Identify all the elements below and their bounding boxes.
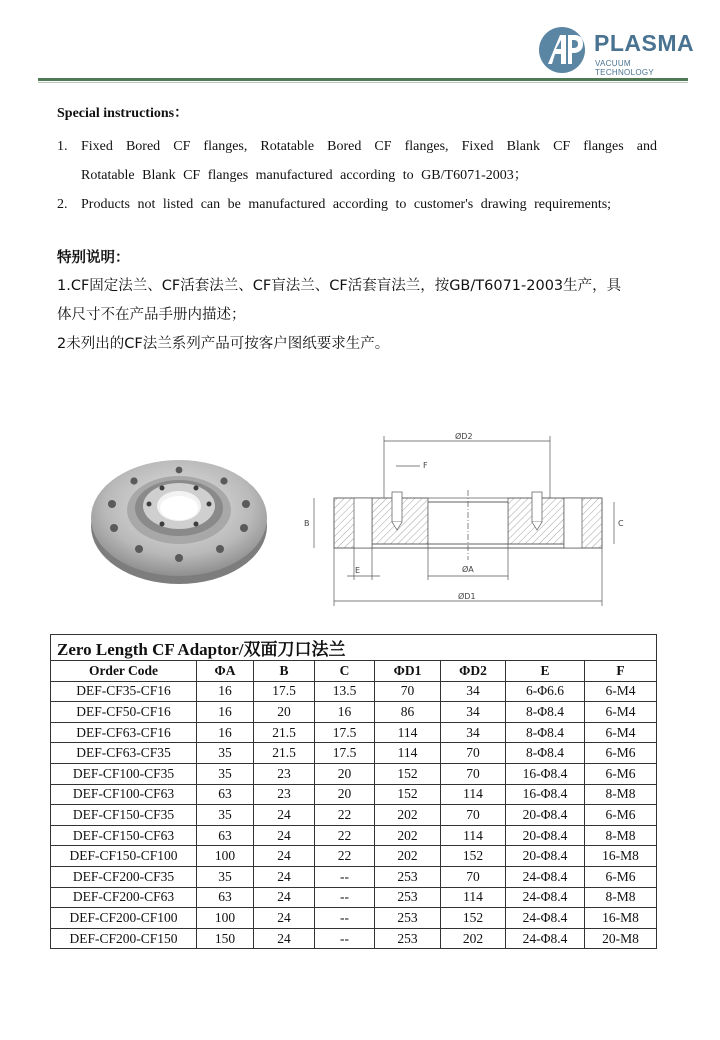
dim-e-label: E — [355, 566, 361, 575]
table-body — [51, 681, 657, 949]
table-cell: 86 — [375, 702, 441, 723]
dim-f-label: F — [423, 461, 428, 470]
table-cell: 114 — [375, 743, 441, 764]
dim-c-label: C — [618, 519, 624, 528]
table-cell: 24-Φ8.4 — [506, 928, 585, 949]
table-row — [51, 887, 657, 908]
table-cell: 8-Φ8.4 — [506, 743, 585, 764]
table-title: Zero Length CF Adaptor/双面刀口法兰 — [51, 635, 657, 661]
table-cell: 8-Φ8.4 — [506, 722, 585, 743]
special-instructions-en — [57, 104, 657, 219]
spec-table — [50, 634, 657, 949]
table-cell: 6-M6 — [585, 743, 657, 764]
table-cell: 202 — [375, 805, 441, 826]
table-cell: 24-Φ8.4 — [506, 887, 585, 908]
table-cell: DEF-CF150-CF100 — [51, 846, 197, 867]
table-cell: 16-M8 — [585, 846, 657, 867]
table-row — [51, 784, 657, 805]
table-cell: 24 — [254, 928, 315, 949]
table-cell: 20 — [315, 763, 375, 784]
table-cell: 24 — [254, 866, 315, 887]
table-cell: 6-Φ6.6 — [506, 681, 585, 702]
item-number: 2. — [57, 197, 68, 212]
table-cell: 20-Φ8.4 — [506, 846, 585, 867]
item-text-line: Rotatable Blank CF flanges manufactured according to GB/T6071-2003； — [81, 168, 528, 183]
dim-d1-label: ØD1 — [458, 592, 476, 601]
table-cell: 16 — [197, 722, 254, 743]
table-cell: 63 — [197, 887, 254, 908]
table-cell: DEF-CF200-CF63 — [51, 887, 197, 908]
table-cell: 152 — [375, 763, 441, 784]
table-cell: 34 — [441, 681, 506, 702]
table-cell: 24 — [254, 887, 315, 908]
table-cell: DEF-CF200-CF150 — [51, 928, 197, 949]
table-cell: 63 — [197, 825, 254, 846]
table-cell: DEF-CF63-CF35 — [51, 743, 197, 764]
table-cell: 20-Φ8.4 — [506, 805, 585, 826]
table-cell: 114 — [375, 722, 441, 743]
table-cell: 24-Φ8.4 — [506, 866, 585, 887]
table-row — [51, 908, 657, 929]
table-row — [51, 743, 657, 764]
table-cell: 24 — [254, 908, 315, 929]
table-cell: 17.5 — [315, 722, 375, 743]
table-cell: 35 — [197, 743, 254, 764]
header-divider-thin — [38, 82, 688, 83]
table-cell: 202 — [375, 825, 441, 846]
table-cell: 114 — [441, 887, 506, 908]
table-cell: 24 — [254, 805, 315, 826]
table-row — [51, 825, 657, 846]
table-cell: -- — [315, 866, 375, 887]
column-header: ΦD1 — [375, 661, 441, 682]
header-divider — [38, 78, 688, 81]
table-cell: 35 — [197, 805, 254, 826]
table-cell: 24 — [254, 846, 315, 867]
table-cell: DEF-CF200-CF35 — [51, 866, 197, 887]
table-cell: 114 — [441, 825, 506, 846]
item-text-line: Fixed Bored CF flanges, Rotatable Bored CF flanges, Fixed Blank CF flanges and — [81, 139, 657, 154]
table-cell: 6-M4 — [585, 702, 657, 723]
table-cell: 22 — [315, 825, 375, 846]
table-cell: 20 — [254, 702, 315, 723]
table-cell: 24 — [254, 825, 315, 846]
table-cell: 8-M8 — [585, 825, 657, 846]
column-header: F — [585, 661, 657, 682]
table-row — [51, 702, 657, 723]
column-header: ΦD2 — [441, 661, 506, 682]
item-text-line: Products not listed can be manufactured according to customer's drawing requirements; — [81, 197, 612, 212]
table-cell: 6-M6 — [585, 763, 657, 784]
instruction-item — [57, 132, 657, 161]
table-row — [51, 805, 657, 826]
table-cell: 23 — [254, 784, 315, 805]
table-row — [51, 722, 657, 743]
dim-a-label: ØA — [462, 565, 474, 574]
table-cell: 16-Φ8.4 — [506, 784, 585, 805]
table-cell: 22 — [315, 846, 375, 867]
table-cell: 6-M6 — [585, 866, 657, 887]
table-cell: DEF-CF200-CF100 — [51, 908, 197, 929]
table-cell: -- — [315, 887, 375, 908]
table-cell: 253 — [375, 908, 441, 929]
table-cell: 63 — [197, 784, 254, 805]
table-cell: 150 — [197, 928, 254, 949]
table-cell: 17.5 — [254, 681, 315, 702]
table-cell: 16 — [197, 702, 254, 723]
table-cell: 114 — [441, 784, 506, 805]
table-cell: 17.5 — [315, 743, 375, 764]
instructions-title-cn: 特别说明： — [57, 250, 130, 266]
table-row — [51, 928, 657, 949]
table-cell: 20-Φ8.4 — [506, 825, 585, 846]
table-cell: DEF-CF35-CF16 — [51, 681, 197, 702]
table-row — [51, 763, 657, 784]
table-cell: 20 — [315, 784, 375, 805]
logo-subtitle: VACUUM TECHNOLOGY — [595, 59, 655, 77]
table-cell: 253 — [375, 866, 441, 887]
column-header: C — [315, 661, 375, 682]
table-cell: DEF-CF150-CF63 — [51, 825, 197, 846]
table-cell: 16-Φ8.4 — [506, 763, 585, 784]
table-cell: DEF-CF63-CF16 — [51, 722, 197, 743]
table-cell: 8-M8 — [585, 784, 657, 805]
column-header: E — [506, 661, 585, 682]
table-cell: 23 — [254, 763, 315, 784]
flange-product-image — [84, 448, 274, 588]
table-cell: -- — [315, 908, 375, 929]
table-cell: 100 — [197, 846, 254, 867]
table-cell: 34 — [441, 702, 506, 723]
table-cell: 21.5 — [254, 722, 315, 743]
table-cell: 152 — [441, 846, 506, 867]
instructions-title: Special instructions： — [57, 106, 189, 121]
table-cell: 22 — [315, 805, 375, 826]
column-header: ΦA — [197, 661, 254, 682]
table-cell: 253 — [375, 928, 441, 949]
table-cell: -- — [315, 928, 375, 949]
logo-name: PLASMA — [594, 30, 695, 56]
instruction-line-cn: 1.CF固定法兰、CF活套法兰、CF盲法兰、CF活套盲法兰，按GB/T6071-2003生产，具 — [57, 278, 622, 294]
table-cell: DEF-CF50-CF16 — [51, 702, 197, 723]
table-cell: 70 — [375, 681, 441, 702]
table-cell: DEF-CF100-CF63 — [51, 784, 197, 805]
instruction-item-continued — [57, 161, 657, 190]
table-cell: 100 — [197, 908, 254, 929]
table-row — [51, 846, 657, 867]
table-cell: 70 — [441, 866, 506, 887]
table-cell: 35 — [197, 866, 254, 887]
plasma-logo-icon — [538, 26, 586, 74]
special-instructions-cn — [57, 244, 657, 359]
dim-b-label: B — [304, 519, 310, 528]
instruction-line-cn: 2未列出的CF法兰系列产品可按客户图纸要求生产。 — [57, 336, 390, 352]
instruction-item — [57, 190, 657, 219]
table-cell: 70 — [441, 743, 506, 764]
item-number: 1. — [57, 139, 68, 154]
table-cell: 13.5 — [315, 681, 375, 702]
table-cell: 16 — [197, 681, 254, 702]
flange-section-drawing — [292, 430, 632, 610]
table-cell: 202 — [441, 928, 506, 949]
table-cell: 202 — [375, 846, 441, 867]
table-cell: 6-M4 — [585, 722, 657, 743]
instruction-line-cn: 体尺寸不在产品手册内描述； — [57, 307, 246, 323]
table-row — [51, 866, 657, 887]
table-cell: 70 — [441, 763, 506, 784]
table-cell: 16 — [315, 702, 375, 723]
column-header: Order Code — [51, 661, 197, 682]
table-cell: DEF-CF150-CF35 — [51, 805, 197, 826]
table-cell: 21.5 — [254, 743, 315, 764]
column-header: B — [254, 661, 315, 682]
table-cell: 34 — [441, 722, 506, 743]
table-cell: 253 — [375, 887, 441, 908]
table-cell: DEF-CF100-CF35 — [51, 763, 197, 784]
table-cell: 35 — [197, 763, 254, 784]
dim-d2-label: ØD2 — [455, 432, 473, 441]
table-row — [51, 681, 657, 702]
table-cell: 20-M8 — [585, 928, 657, 949]
table-cell: 8-M8 — [585, 887, 657, 908]
table-cell: 70 — [441, 805, 506, 826]
table-cell: 6-M6 — [585, 805, 657, 826]
table-cell: 24-Φ8.4 — [506, 908, 585, 929]
table-cell: 6-M4 — [585, 681, 657, 702]
company-logo — [538, 26, 695, 77]
table-header-row — [51, 661, 657, 682]
table-cell: 16-M8 — [585, 908, 657, 929]
table-cell: 152 — [441, 908, 506, 929]
table-cell: 152 — [375, 784, 441, 805]
table-cell: 8-Φ8.4 — [506, 702, 585, 723]
